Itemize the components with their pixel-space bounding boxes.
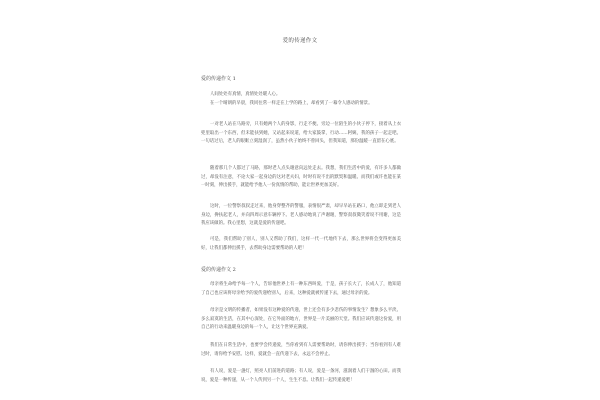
section-1-paragraph-3: 一对老人站在马路旁，只有她两个人的身影，行走不便。旁边一位陌生的小伙子停下，接着从上衣兜里取出一个东西，但未能扶到她，又站起来说道，给大家鼓掌，行动……阿姨，我的孩子一起走吧。一句话过后，老人的眼眶立刻湿润了，虽然小伙子始终不曾回头，但我知道，那份温暖一直留在心底。: [201, 122, 401, 145]
section-1-paragraph-2: 在一个晴朗的早晨，我同往常一样走在上学的路上，却看到了一幕令人感动的情景。: [210, 101, 373, 106]
section-1-paragraph-5: 这时，一位警察叔叔走过来，他身穿整齐的警服，表情很严肃，却早早站在路口，他立即走到老人身边，搀扶起老人，并向四周示意车辆停下。老人感动地说了声谢谢，警察叔叔微笑着说不用谢，这是我应该做的。我心里想，这就是爱的传递吧。: [201, 204, 401, 227]
section-2-paragraph-1: 母亲将生命给予每一个人，告诉他世界上有一种东西叫爱，于是，孩子长大了，长成人了，他知道了自己也应该将母亲给予的爱传递给别人，后来，这种爱就被传递下去，通过母亲的爱。: [201, 282, 401, 296]
section-2-paragraph-3: 我们在日常生活中，也要学会传递爱，当你看到有人需要帮助时，请你伸出援手；当你看到有人难过时，请你给予安慰。这样，爱就会一直传递下去，永远不会停止。: [201, 343, 401, 357]
section-2-paragraph-4: 有人说，爱是一盏灯，照亮人们前进的道路；有人说，爱是一条河，滋润着人们干涸的心田。而我说，爱是一种传递，从一个人传到另一个人，生生不息。让我们一起传递爱吧！: [201, 369, 401, 383]
section-1-heading: 爱的传递作文 1: [201, 76, 236, 82]
section-1-paragraph-4: 随着那几个人都过了马路，那时老人点头谢意向远处走去。我想，我们生活中的爱，有许多人都做过，却没有注意，不论大家一起身边的这对老夫妇，时时有说不出的默契和温暖。而我们或许也能在某一时刻，伸出援手，就能给予他人一份真情的帮助，能让世界更加美好。: [201, 166, 401, 189]
section-1-paragraph-1: 人间处处有真情，真情处处暖人心。: [210, 92, 281, 97]
document-title: 爱的传递作文: [282, 38, 318, 44]
section-2-paragraph-2: 母亲是文明的传播者，如果没有这种爱的传递，世上还会有多少悲伤的事情发生？想象多么平淡、多么寂寞的生活，在其中心深处，在它外面的地方，世界是一片美丽的天堂。我们应该传递这份爱，用自己的行动来温暖身边的每一个人，让这个世界充满爱。: [201, 308, 401, 331]
section-2-heading: 爱的传递作文 2: [201, 267, 236, 273]
section-1-paragraph-6: 可是，我们帮助了别人，别人又帮助了我们，这样一代一代地传下去，那么世界将会变得更加美好，让我们都伸出援手，去帮助身边需要帮助的人吧！: [201, 237, 401, 251]
